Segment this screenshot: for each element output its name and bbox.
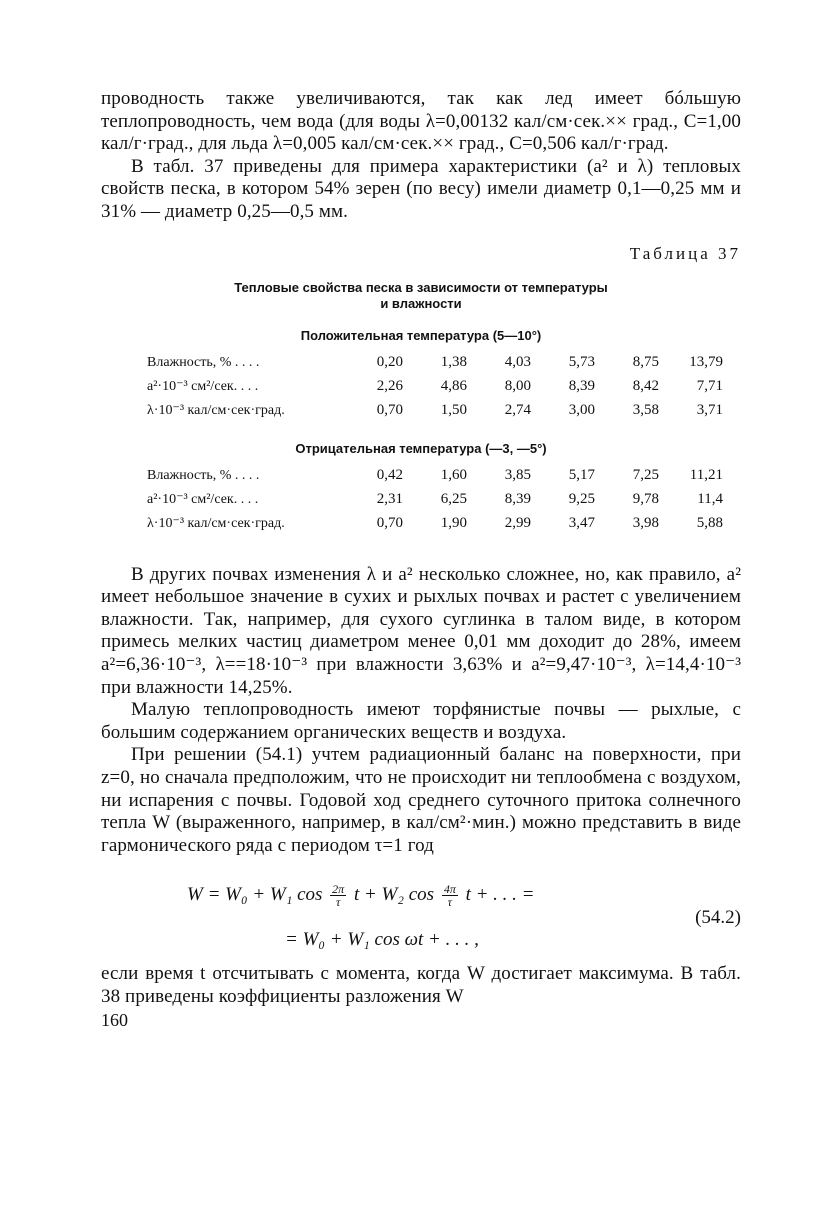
- page-number: 160: [101, 1010, 128, 1031]
- table-cell: 3,00: [568, 402, 595, 419]
- paragraph-table-reference: В табл. 37 приведены для примера характеристики (a² и λ) тепловых свойств песка, в котором 54% зерен (по весу) имели диаметр 0,1—0,25 мм и 31% — диаметр 0,25—0,5 мм.: [101, 155, 741, 222]
- table-row: [147, 512, 729, 536]
- table-cell: 4,03: [504, 354, 531, 371]
- page-body: [101, 88, 741, 1031]
- table-row: [147, 375, 729, 399]
- negative-temperature-table: [147, 464, 729, 536]
- equation-54-2: [101, 877, 741, 963]
- table-cell: 8,00: [504, 378, 531, 395]
- row-label: a²·10⁻³ см²/сек. . . .: [147, 379, 259, 395]
- table-cell: 0,70: [376, 515, 403, 532]
- table-cell: 2,26: [376, 378, 403, 395]
- table-cell: 9,78: [632, 491, 659, 508]
- fraction1-denominator: τ: [336, 895, 341, 910]
- row-label: Влажность, % . . . .: [147, 354, 260, 370]
- fraction1-numerator: 2π: [332, 882, 345, 897]
- positive-temperature-table: [147, 351, 729, 423]
- table-row: [147, 399, 729, 423]
- table-cell: 3,71: [696, 402, 723, 419]
- table-cell: 2,99: [504, 515, 531, 532]
- table-cell: 2,31: [376, 491, 403, 508]
- table-row: [147, 464, 729, 488]
- equation-line2: = W₀ + W₁ cos ωt + . . . ,: [285, 929, 479, 951]
- table-cell: 11,4: [697, 491, 723, 508]
- table-number: Таблица 37: [629, 243, 741, 263]
- table-cell: 8,39: [504, 491, 531, 508]
- paragraph-time-origin: если время t отсчитывать с момента, когда W достигает максимума. В табл. 38 приведены коэффициенты разложения W: [101, 963, 741, 1007]
- table-cell: 1,90: [440, 515, 467, 532]
- fraction-2pi-tau: [330, 883, 346, 908]
- table-cell: 11,21: [689, 467, 723, 484]
- table-cell: 8,75: [632, 354, 659, 371]
- table-cell: 9,25: [568, 491, 595, 508]
- paragraph-radiation-balance: При решении (54.1) учтем радиационный баланс на поверхности, при z=0, но сначала предположим, что не происходит ни теплообмена с воздухом, ни испарения с почвы. Годовой ход среднего суточного притока солнечного тепла W (выраженного, например, в кал/см²·мин.) можно представить в виде гармонического ряда с периодом τ=1 год: [101, 744, 741, 856]
- table-cell: 8,39: [568, 378, 595, 395]
- table-cell: 1,38: [440, 354, 467, 371]
- table-cell: 13,79: [689, 354, 723, 371]
- row-label: Влажность, % . . . .: [147, 467, 260, 483]
- table-cell: 3,98: [632, 515, 659, 532]
- negative-temperature-heading: Отрицательная температура (—3, —5°): [295, 440, 547, 456]
- table-cell: 3,58: [632, 402, 659, 419]
- table-cell: 8,42: [632, 378, 659, 395]
- row-label: a²·10⁻³ см²/сек. . . .: [147, 492, 259, 508]
- fraction2-numerator: 4π: [443, 882, 456, 897]
- table-cell: 0,42: [376, 467, 403, 484]
- paragraph-other-soils: В других почвах изменения λ и a² несколько сложнее, но, как правило, a² имеет небольшое значение в сухих и рыхлых почвах и растет с увеличением влажности. Так, например, для сухого суглинка в талом виде, в котором примесь мелких частиц диаметром менее 0,01 мм доходит до 28%, имеем a²=6,36·10⁻³, λ==18·10⁻³ при влажности 3,63% и a²=9,47·10⁻³, λ=14,4·10⁻³ при влажности 14,25%.: [101, 563, 741, 698]
- table-row: [147, 351, 729, 375]
- row-label: λ·10⁻³ кал/см·сек·град.: [147, 403, 285, 419]
- equation-part-a: W = W₀ + W₁ cos: [187, 884, 323, 906]
- table-cell: 1,60: [440, 467, 467, 484]
- fraction-4pi-tau: [442, 883, 458, 908]
- table-row: [147, 488, 729, 512]
- table-cell: 6,25: [440, 491, 467, 508]
- table-cell: 1,50: [440, 402, 467, 419]
- fraction2-denominator: τ: [447, 895, 452, 910]
- table-title-line2: и влажности: [380, 295, 462, 311]
- equation-part-c: t + . . . =: [465, 884, 535, 906]
- table-title-line1: Тепловые свойства песка в зависимости от температуры: [234, 279, 608, 295]
- table-cell: 0,70: [376, 402, 403, 419]
- table-cell: 5,88: [696, 515, 723, 532]
- table-cell: 7,25: [632, 467, 659, 484]
- intro-paragraph: проводность также увеличиваются, так как лед имеет бóльшую теплопроводность, чем вода (для воды λ=0,00132 кал/см·сек.×× град., C=1,00 кал/г·град., для льда λ=0,005 кал/см·сек.×× град., C=0,506 кал/г·град.: [101, 88, 741, 155]
- table-cell: 7,71: [696, 378, 723, 395]
- table-cell: 3,47: [568, 515, 595, 532]
- equation-part-b: t + W₂ cos: [353, 884, 435, 906]
- row-label: λ·10⁻³ кал/см·сек·град.: [147, 516, 285, 532]
- table-title: [101, 280, 741, 312]
- table-cell: 3,85: [504, 467, 531, 484]
- equation-line1: [187, 883, 535, 908]
- equation-number: (54.2): [695, 907, 741, 929]
- table-cell: 5,73: [568, 354, 595, 371]
- positive-temperature-heading: Положительная температура (5—10°): [300, 327, 542, 343]
- table-cell: 2,74: [504, 402, 531, 419]
- table-cell: 4,86: [440, 378, 467, 395]
- table-cell: 5,17: [568, 467, 595, 484]
- paragraph-peat-soils: Малую теплопроводность имеют торфянистые почвы — рыхлые, с большим содержанием органических веществ и воздуха.: [101, 699, 741, 743]
- table-cell: 0,20: [376, 354, 403, 371]
